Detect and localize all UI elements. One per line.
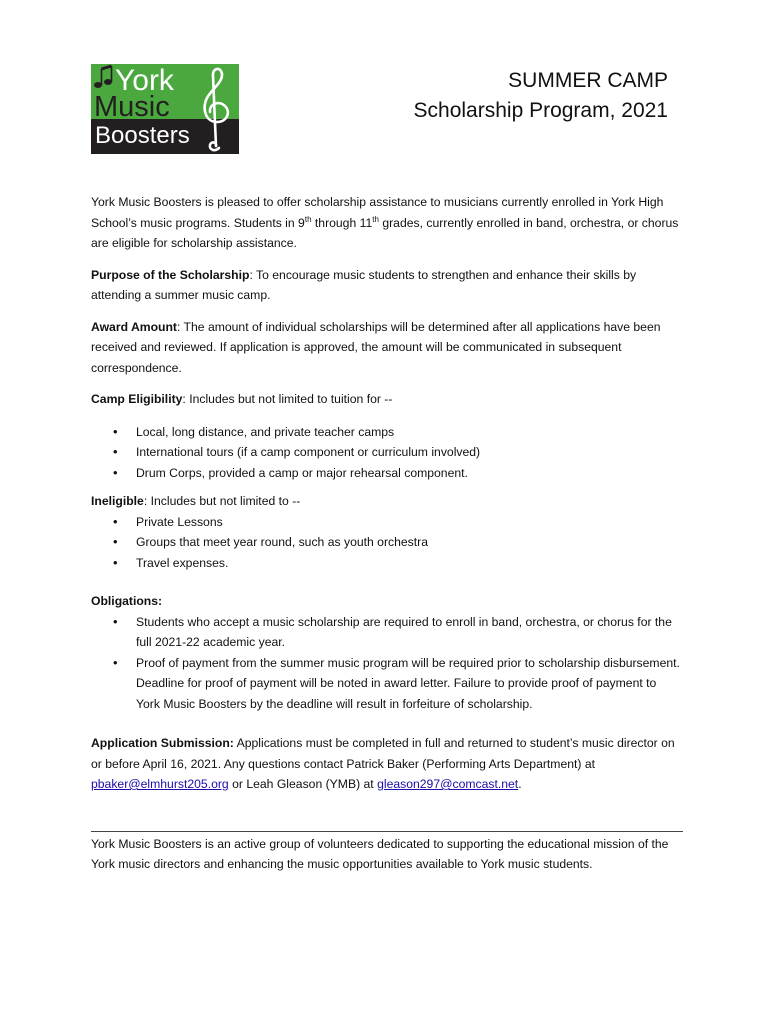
document-title xyxy=(414,66,668,126)
camp-eligibility-paragraph: Camp Eligibility: Includes but not limited to tuition for -- xyxy=(91,392,393,406)
intro-paragraph: York Music Boosters is pleased to offer scholarship assistance to musicians currently enrolled in York High School’s music programs. Students in 9th through 11th grades, currently enrolled in band, orchestra, or chorus are eligible for scholarship assistance. xyxy=(91,195,679,250)
obligations-label: Obligations: xyxy=(91,594,163,608)
list-item: • Students who accept a music scholarship are required to enroll in band, orchestra, or chorus for the full 2021-22 academic year. xyxy=(91,612,683,653)
ineligible-paragraph: Ineligible: Includes but not limited to -- xyxy=(91,494,301,508)
ineligible-list xyxy=(91,512,683,574)
award-paragraph: Award Amount: The amount of individual scholarships will be determined after all applications have been received and reviewed. If application is approved, the amount will be communicated in subsequent correspondence. xyxy=(91,319,661,375)
purpose-label: Purpose of the Scholarship xyxy=(91,267,250,282)
list-item: • Travel expenses. xyxy=(91,553,683,574)
submission-paragraph: Application Submission: Applications must be completed in full and returned to student’s music director on or before April 16, 2021. Any questions contact Patrick Baker (Performing Arts Department) at pbaker@elmhurst205.org or Leah Gleason (YMB) at gleason297@comcast.net. xyxy=(91,736,675,791)
document-body xyxy=(91,192,683,795)
purpose-paragraph: Purpose of the Scholarship: To encourage music students to strengthen and enhance their skills by attending a summer music camp. xyxy=(91,267,637,302)
ineligible-label: Ineligible xyxy=(91,494,144,508)
obligations-list xyxy=(91,612,683,715)
list-item: • Local, long distance, and private teacher camps xyxy=(91,422,683,443)
camp-eligibility-label: Camp Eligibility xyxy=(91,392,183,406)
award-label: Award Amount xyxy=(91,319,177,334)
title-line-1: SUMMER CAMP xyxy=(508,69,668,92)
york-music-boosters-logo xyxy=(91,64,239,154)
list-item: • Private Lessons xyxy=(91,512,683,533)
footer-divider xyxy=(91,831,683,832)
list-item: • International tours (if a camp component or curriculum involved) xyxy=(91,442,683,463)
camp-eligibility-list xyxy=(91,422,683,484)
email-link-pbaker[interactable]: pbaker@elmhurst205.org xyxy=(91,777,229,791)
title-line-2: Scholarship Program, 2021 xyxy=(413,99,668,122)
email-link-gleason[interactable]: gleason297@comcast.net xyxy=(377,777,519,791)
list-item: • Proof of payment from the summer music program will be required prior to scholarship disbursement. Deadline for proof of payment will be noted in award letter. Failure to provide proof of payment to York Music Boosters by the deadline will result in forfeiture of scholarship. xyxy=(91,653,683,715)
logo-word-york: York xyxy=(115,64,174,97)
submission-label: Application Submission: xyxy=(91,736,234,750)
list-item: • Groups that meet year round, such as youth orchestra xyxy=(91,532,683,553)
footer-text: York Music Boosters is an active group of volunteers dedicated to supporting the educational mission of the York music directors and enhancing the music opportunities available to York music students. xyxy=(91,837,669,871)
list-item: • Drum Corps, provided a camp or major rehearsal component. xyxy=(91,463,683,484)
logo-word-music: Music xyxy=(94,91,170,123)
logo-word-boosters: Boosters xyxy=(95,122,190,149)
logo-graphic xyxy=(91,64,239,154)
